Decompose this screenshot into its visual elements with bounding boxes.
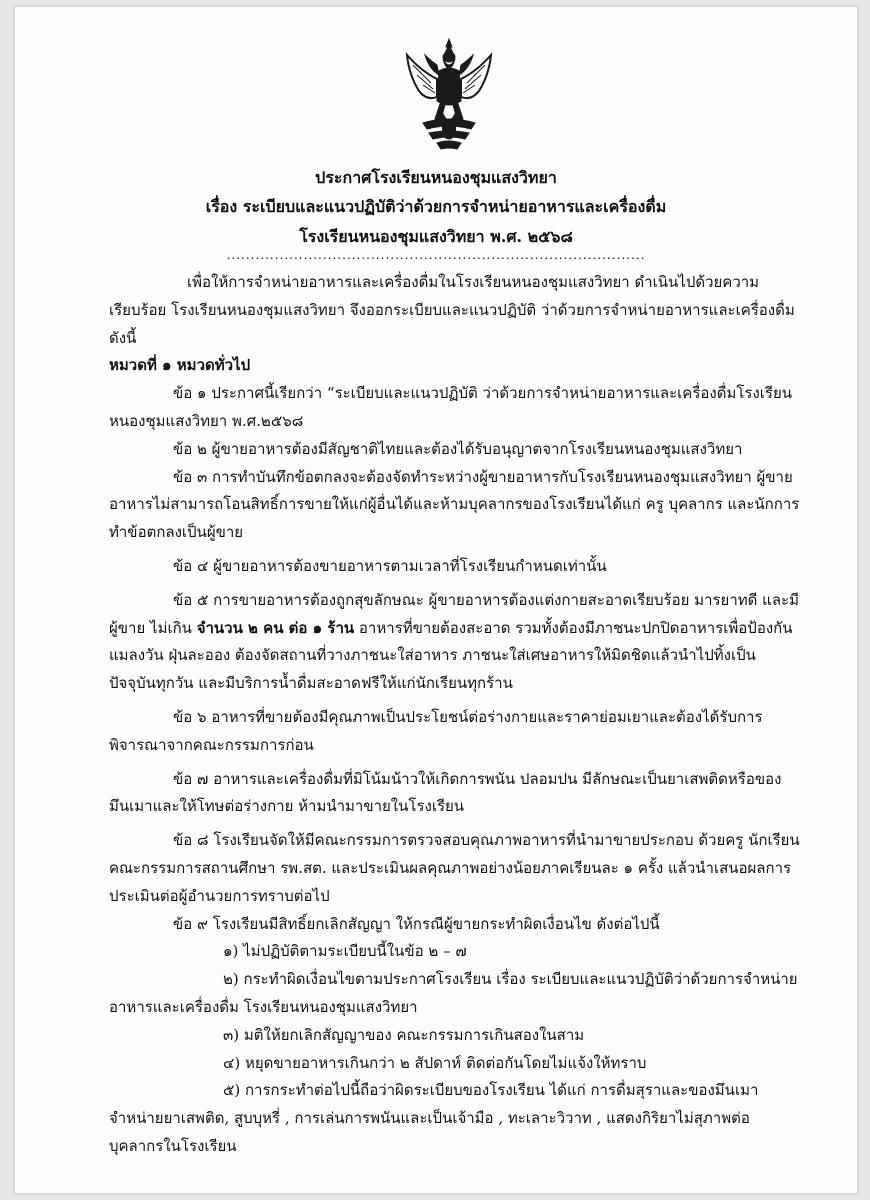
sub-item-3: ๓) มติให้ยกเลิกสัญญาของ คณะกรรมการเกินสองในสาม	[223, 1025, 585, 1044]
clause-1: ข้อ ๑ ประกาศนี้เรียกว่า “ระเบียบและแนวปฏิบัติ ว่าด้วยการจำหน่ายอาหารและเครื่องดื่มโรงเรียนหนองชุมแสงวิทยา พ.ศ.๒๕๖๘	[109, 384, 793, 430]
clause-5-text-a: ข้อ ๕ การขายอาหารต้องถูกสุขลักษณะ ผู้ขายอาหารต้องแต่งกายสะอาดเรียบร้อย มารยาทดี และมีผู้ขาย ไม่เกิน	[109, 590, 799, 637]
document-body	[109, 269, 801, 1161]
clause-2: ข้อ ๒ ผู้ขายอาหารต้องมีสัญชาติไทยและต้องได้รับอนุญาตจากโรงเรียนหนองชุมแสงวิทยา	[173, 439, 743, 458]
announcement-school-year: โรงเรียนหนองชุมแสงวิทยา พ.ศ. ๒๕๖๘	[299, 227, 573, 246]
clause-7: ข้อ ๗ อาหารและเครื่องดื่มที่มิโน้มน้าวให้เกิดการพนัน ปลอมปน มีลักษณะเป็นยาเสพติดหรือของมึนเมาและให้โทษต่อร่างกาย ห้ามนำมาขายในโรงเรียน	[109, 769, 782, 816]
clause-3: ข้อ ๓ การทำบันทึกข้อตกลงจะต้องจัดทำระหว่างผู้ขายอาหารกับโรงเรียนหนองชุมแสงวิทยา ผู้ขายอาหารไม่สามารถโอนสิทธิ์การขายให้แก่ผู้อื่นได้และห้ามบุคลากรของโรงเรียนได้แก่ ครู บุคลากร และนักการ ทำข้อตกลงเป็นผู้ขาย	[109, 467, 800, 542]
clause-6: ข้อ ๖ อาหารที่ขายต้องมีคุณภาพเป็นประโยชน์ต่อร่างกายและราคาย่อมเยาและต้องได้รับการพิจารณาจากคณะกรรมการก่อน	[109, 707, 763, 754]
clause-4: ข้อ ๔ ผู้ขายอาหารต้องขายอาหารตามเวลาที่โรงเรียนกำหนดเท่านั้น	[173, 556, 607, 575]
sub-item-5: ๕) การกระทำต่อไปนี้ถือว่าผิดระเบียบของโรงเรียน ได้แก่ การดื่มสุราและของมึนเมา จำหน่ายยาเสพติด, สูบบุหรี่ , การเล่นการพนันและเป็นเจ้ามือ , ทะเลาะวิวาท , แสดงกิริยาไม่สุภาพต่อบุคลากรในโรงเรียน	[109, 1081, 759, 1155]
dotted-separator: .......................................................................................	[226, 249, 646, 261]
document-page	[14, 6, 858, 1194]
intro-paragraph: เพื่อให้การจำหน่ายอาหารและเครื่องดื่มในโรงเรียนหนองชุมแสงวิทยา ดำเนินไปด้วยความเรียบร้อย โรงเรียนหนองชุมแสงวิทยา จึงออกระเบียบและแนวปฏิบัติ ว่าด้วยการจำหน่ายอาหารและเครื่องดื่ม ดังนี้	[109, 273, 795, 347]
sub-item-4: ๔) หยุดขายอาหารเกินกว่า ๒ สัปดาห์ ติดต่อกันโดยไม่แจ้งให้ทราบ	[223, 1053, 647, 1072]
clause-5-bold-limit: จำนวน ๒ คน ต่อ ๑ ร้าน	[196, 618, 355, 637]
garuda-emblem	[401, 35, 497, 155]
clause-8: ข้อ ๘ โรงเรียนจัดให้มีคณะกรรมการตรวจสอบคุณภาพอาหารที่นำมาขายประกอบ ด้วยครู นักเรียน คณะกรรมการสถานศึกษา รพ.สต. และประเมินผลคุณภาพอย่างน้อยภาคเรียนละ ๑ ครั้ง แล้วนำเสนอผลการประเมินต่อผู้อำนวยการทราบต่อไป	[109, 831, 800, 905]
clause-9: ข้อ ๙ โรงเรียนมีสิทธิ์ยกเลิกสัญญา ให้กรณีผู้ขายกระทำผิดเงื่อนไข ดังต่อไปนี้	[173, 914, 660, 933]
sub-item-1: ๑) ไม่ปฏิบัติตามระเบียบนี้ในข้อ ๒ – ๗	[223, 942, 467, 961]
section-heading: หมวดที่ ๑ หมวดทั่วไป	[109, 356, 251, 375]
clause-5	[109, 587, 801, 698]
clause-5-text-b: อาหารที่ขายต้องสะอาด รวมทั้งต้องมีภาชนะปกปิดอาหารเพื่อป้องกันแมลงวัน ฝุ่นละออง ต้องจัดสถานที่วางภาชนะใส่อาหาร ภาชนะใส่เศษอาหารให้มิดชิดแล้วนำไปทิ้งเป็นปัจจุบันทุกวัน และมีบริการน้ำดื่มสะอาดฟรีให้แก่นักเรียนทุกร้าน	[109, 618, 793, 693]
sub-item-2: ๒) กระทำผิดเงื่อนไขตามประกาศโรงเรียน เรื่อง ระเบียบและแนวปฏิบัติว่าด้วยการจำหน่ายอาหารและเครื่องดื่ม โรงเรียนหนองชุมแสงวิทยา	[109, 970, 798, 1016]
announcement-subject: เรื่อง ระเบียบและแนวปฏิบัติว่าด้วยการจำหน่ายอาหารและเครื่องดื่ม	[205, 197, 667, 216]
announcement-title: ประกาศโรงเรียนหนองชุมแสงวิทยา	[315, 168, 557, 187]
